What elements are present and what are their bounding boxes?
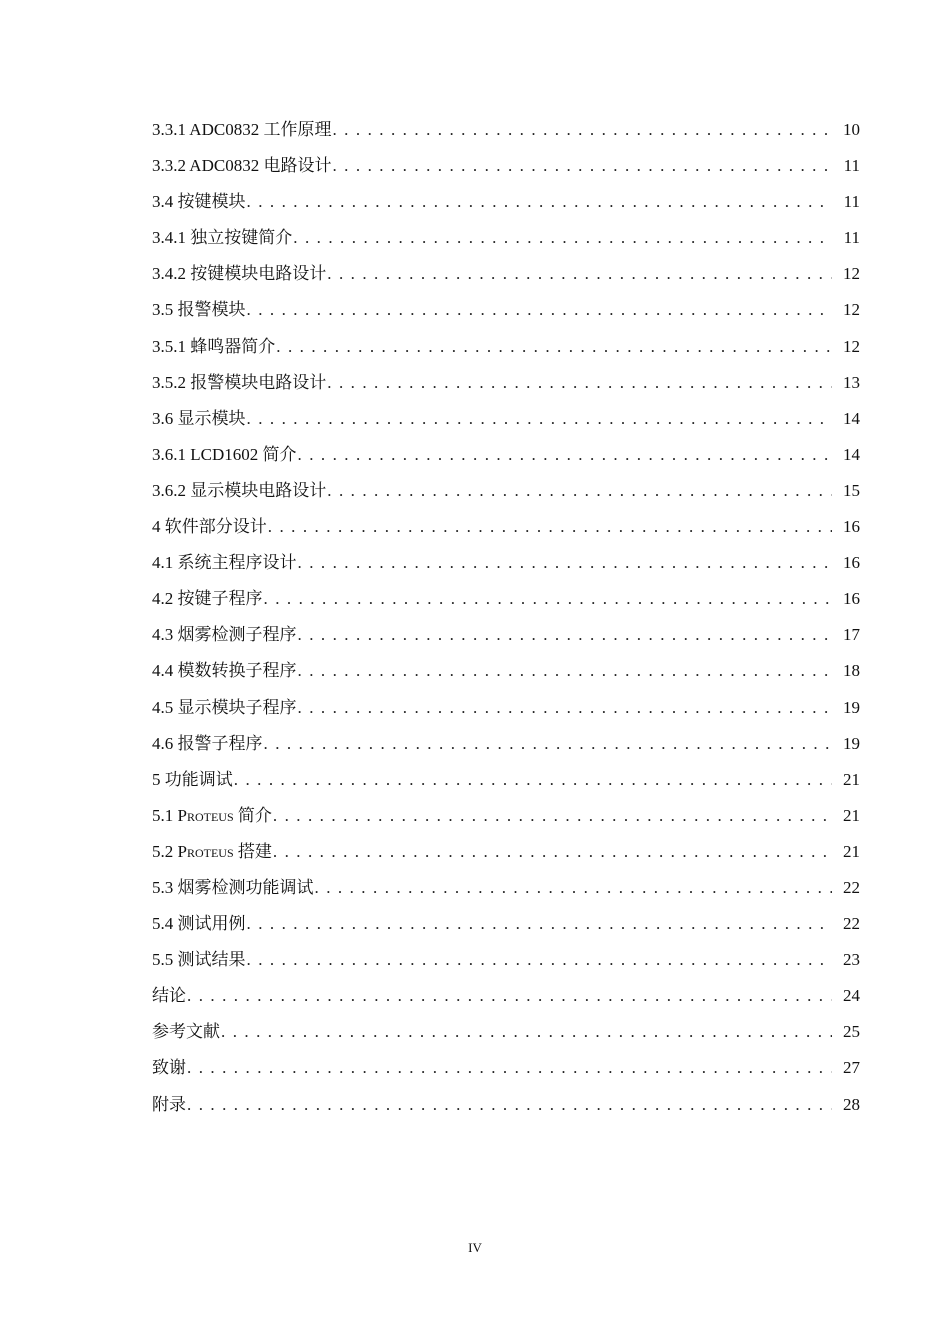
toc-entry-label: 3.6.2 显示模块电路设计 [152, 480, 327, 500]
toc-dot-leader [264, 726, 833, 762]
toc-entry[interactable] [152, 256, 860, 292]
toc-entry-label: 5.1 Proteus 简介 [152, 805, 272, 825]
toc-entry[interactable] [152, 401, 860, 437]
toc-entry-label: 5 功能调试 [152, 769, 233, 789]
toc-entry-label: 4.1 系统主程序设计 [152, 553, 297, 573]
toc-dot-leader [298, 545, 833, 581]
toc-entry-page: 16 [843, 589, 860, 609]
toc-dot-leader [298, 617, 833, 653]
toc-entry[interactable] [152, 220, 860, 256]
toc-entry-label: 4 软件部分设计 [152, 517, 267, 537]
toc-entry-page: 12 [843, 300, 860, 320]
toc-dot-leader [273, 834, 832, 870]
toc-entry[interactable] [152, 292, 860, 328]
toc-entry-label: 参考文献 [152, 1022, 220, 1042]
toc-entry[interactable] [152, 834, 860, 870]
toc-entry[interactable] [152, 906, 860, 942]
toc-entry-page: 21 [843, 769, 860, 789]
toc-dot-leader [298, 437, 833, 473]
toc-dot-leader [298, 690, 833, 726]
toc-dot-leader [234, 762, 832, 798]
toc-entry-label: 4.3 烟雾检测子程序 [152, 625, 297, 645]
toc-dot-leader [315, 870, 833, 906]
toc-entry-label: 3.4.1 独立按键简介 [152, 228, 293, 248]
toc-entry-page: 11 [843, 228, 860, 248]
page-number: IV [468, 1240, 482, 1255]
toc-dot-leader [293, 220, 832, 256]
toc-dot-leader [273, 798, 832, 834]
toc-dot-leader [247, 184, 833, 220]
toc-entry-label: 3.3.2 ADC0832 电路设计 [152, 156, 332, 176]
toc-entry-page: 18 [843, 661, 860, 681]
toc-entry-page: 25 [843, 1022, 860, 1042]
toc-entry-page: 14 [843, 408, 860, 428]
toc-dot-leader [221, 1014, 832, 1050]
toc-entry[interactable] [152, 1050, 860, 1086]
toc-entry-page: 11 [843, 156, 860, 176]
toc-entry-label: 5.4 测试用例 [152, 914, 246, 934]
toc-dot-leader [276, 329, 832, 365]
toc-entry-label: 3.4 按键模块 [152, 192, 246, 212]
toc-dot-leader [187, 1087, 832, 1123]
toc-dot-leader [247, 401, 833, 437]
toc-entry-label: 5.3 烟雾检测功能调试 [152, 877, 314, 897]
toc-dot-leader [327, 256, 832, 292]
toc-dot-leader [247, 292, 833, 328]
toc-entry[interactable] [152, 184, 860, 220]
toc-entry[interactable] [152, 690, 860, 726]
toc-entry-label: 3.5 报警模块 [152, 300, 246, 320]
toc-entry[interactable] [152, 581, 860, 617]
toc-dot-leader [268, 509, 832, 545]
toc-dot-leader [187, 978, 832, 1014]
toc-entry-label: 4.4 模数转换子程序 [152, 661, 297, 681]
toc-dot-leader [332, 112, 834, 148]
toc-entry-label: 3.5.1 蜂鸣器简介 [152, 336, 276, 356]
toc-entry-label: 3.6 显示模块 [152, 408, 246, 428]
toc-dot-leader [298, 653, 833, 689]
toc-dot-leader [247, 906, 833, 942]
toc-entry[interactable] [152, 329, 860, 365]
toc-dot-leader [327, 365, 832, 401]
toc-entry[interactable] [152, 653, 860, 689]
toc-entry[interactable] [152, 1014, 860, 1050]
toc-entry-page: 19 [843, 733, 860, 753]
toc-entry-page: 14 [843, 444, 860, 464]
toc-entry[interactable] [152, 545, 860, 581]
toc-entry[interactable] [152, 148, 860, 184]
toc-dot-leader [187, 1050, 832, 1086]
toc-entry-label: 3.5.2 报警模块电路设计 [152, 372, 327, 392]
toc-entry[interactable] [152, 112, 860, 148]
toc-dot-leader [247, 942, 833, 978]
toc-entry[interactable] [152, 617, 860, 653]
toc-entry-page: 17 [843, 625, 860, 645]
toc-entry-page: 27 [843, 1058, 860, 1078]
toc-entry[interactable] [152, 942, 860, 978]
toc-entry-label: 附录 [152, 1094, 186, 1114]
toc-entry-page: 28 [843, 1094, 860, 1114]
toc-entry-page: 19 [843, 697, 860, 717]
table-of-contents [152, 112, 860, 1123]
toc-entry[interactable] [152, 798, 860, 834]
toc-dot-leader [264, 581, 833, 617]
toc-entry-page: 24 [843, 986, 860, 1006]
toc-dot-leader [332, 148, 834, 184]
toc-entry-label: 3.3.1 ADC0832 工作原理 [152, 120, 332, 139]
toc-entry[interactable] [152, 437, 860, 473]
toc-entry-label: 3.4.2 按键模块电路设计 [152, 264, 327, 284]
toc-entry-page: 15 [843, 480, 860, 500]
toc-entry-label: 结论 [152, 986, 186, 1006]
toc-entry-page: 16 [843, 553, 860, 573]
toc-entry-page: 11 [843, 192, 860, 212]
toc-entry-page: 13 [843, 372, 860, 392]
toc-entry-page: 23 [843, 950, 860, 970]
toc-entry-label: 4.2 按键子程序 [152, 589, 263, 609]
toc-entry-label: 5.5 测试结果 [152, 950, 246, 970]
toc-entry-label: 致谢 [152, 1058, 186, 1078]
toc-entry-page: 22 [843, 877, 860, 897]
toc-entry-label: 5.2 Proteus 搭建 [152, 841, 272, 861]
toc-entry[interactable] [152, 1087, 860, 1123]
toc-entry[interactable] [152, 870, 860, 906]
toc-entry[interactable] [152, 978, 860, 1014]
toc-entry-page: 12 [843, 264, 860, 284]
toc-entry[interactable] [152, 365, 860, 401]
toc-dot-leader [327, 473, 832, 509]
toc-entry-page: 22 [843, 914, 860, 934]
toc-entry-label: 4.5 显示模块子程序 [152, 697, 297, 717]
toc-entry[interactable] [152, 509, 860, 545]
toc-entry-page: 12 [843, 336, 860, 356]
toc-entry[interactable] [152, 726, 860, 762]
toc-entry[interactable] [152, 762, 860, 798]
toc-entry-label: 3.6.1 LCD1602 简介 [152, 444, 297, 464]
toc-entry[interactable] [152, 473, 860, 509]
toc-entry-page: 16 [843, 517, 860, 537]
toc-entry-page: 21 [843, 805, 860, 825]
toc-entry-label: 4.6 报警子程序 [152, 733, 263, 753]
toc-entry-page: 21 [843, 841, 860, 861]
toc-entry-page: 10 [843, 120, 860, 139]
